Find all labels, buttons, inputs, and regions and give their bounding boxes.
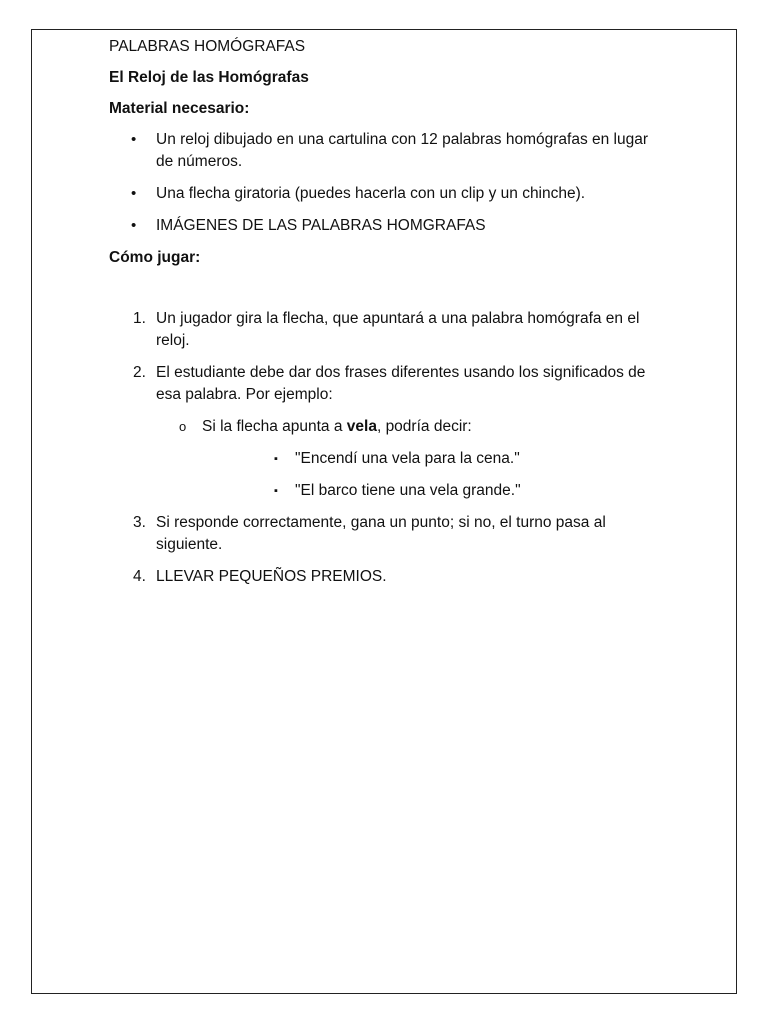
list-item xyxy=(109,129,669,173)
sentence-item xyxy=(202,448,669,470)
bullet-icon: • xyxy=(131,131,137,148)
document-content xyxy=(109,36,669,598)
example-suffix: , podría decir: xyxy=(376,418,472,435)
list-item xyxy=(109,362,669,502)
circle-bullet-icon: o xyxy=(179,419,187,434)
step-text: LLEVAR PEQUEÑOS PREMIOS. xyxy=(156,568,387,585)
list-item xyxy=(109,566,669,588)
square-bullet-icon: ▪ xyxy=(274,453,278,465)
sentence-item xyxy=(202,480,669,502)
document-title: El Reloj de las Homógrafas xyxy=(109,69,309,86)
list-item xyxy=(109,183,669,205)
sentence-text: "Encendí una vela para la cena." xyxy=(295,450,520,467)
how-to-play-heading: Cómo jugar: xyxy=(109,249,201,266)
example-prefix: Si la flecha apunta a xyxy=(202,418,347,435)
step-text: Un jugador gira la flecha, que apuntará a una palabra homógrafa en el reloj. xyxy=(156,310,640,349)
document-header: PALABRAS HOMÓGRAFAS xyxy=(109,38,306,55)
example-sentences xyxy=(202,448,669,502)
square-bullet-icon: ▪ xyxy=(274,485,278,497)
materials-heading: Material necesario: xyxy=(109,100,250,117)
materials-list xyxy=(109,129,669,237)
list-item xyxy=(109,215,669,237)
step-text: El estudiante debe dar dos frases diferentes usando los significados de esa palabra. Por ejemplo: xyxy=(156,364,646,403)
material-text: IMÁGENES DE LAS PALABRAS HOMGRAFAS xyxy=(156,217,486,234)
steps-list xyxy=(109,308,669,588)
example-word: vela xyxy=(346,418,377,435)
step-number: 4. xyxy=(133,568,146,585)
step-number: 1. xyxy=(133,310,146,327)
bullet-icon: • xyxy=(131,185,137,202)
example-list xyxy=(156,416,669,502)
step-number: 3. xyxy=(133,514,146,531)
list-item xyxy=(109,512,669,556)
material-text: Una flecha giratoria (puedes hacerla con un clip y un chinche). xyxy=(156,185,586,202)
sentence-text: "El barco tiene una vela grande." xyxy=(295,482,521,499)
bullet-icon: • xyxy=(131,217,137,234)
step-text: Si responde correctamente, gana un punto; si no, el turno pasa al siguiente. xyxy=(156,514,606,553)
material-text: Un reloj dibujado en una cartulina con 12 palabras homógrafas en lugar de números. xyxy=(156,131,649,170)
list-item xyxy=(109,308,669,352)
step-number: 2. xyxy=(133,364,146,381)
example-item xyxy=(156,416,669,502)
